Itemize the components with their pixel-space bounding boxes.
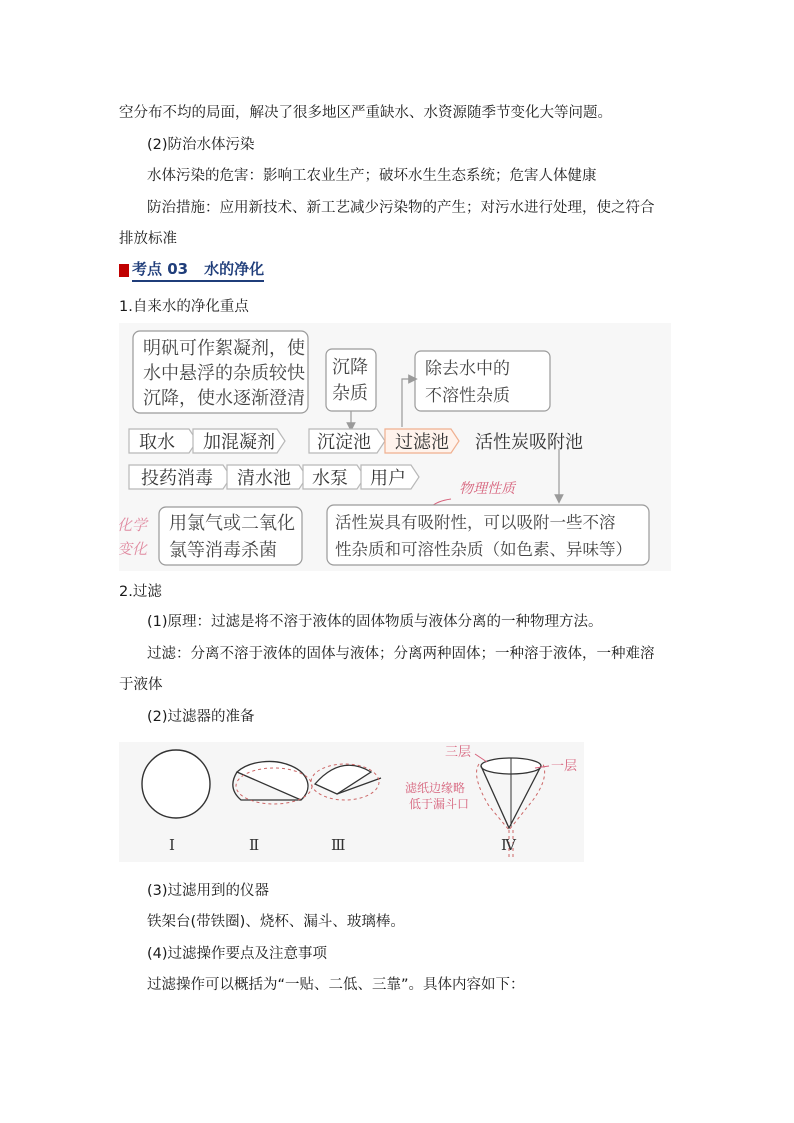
filter-note-line2: 不溶性杂质: [425, 386, 510, 406]
hand-edge-line2: 低于漏斗口: [409, 797, 470, 811]
step-clear-water-tank: 清水池: [237, 468, 291, 489]
heading-text: 考点 03 水的净化: [132, 258, 264, 282]
filtration-uses: 过滤：分离不溶于液体的固体与液体；分离两种固体；一种溶于液体，一种难溶: [147, 646, 655, 662]
filter-paper-figure: [119, 742, 584, 862]
label-IV: Ⅳ: [501, 836, 516, 854]
hand-chemical-2: 变化: [119, 540, 148, 558]
water-purification-diagram: [119, 323, 671, 571]
hand-one-layer: 一层: [551, 759, 578, 774]
filter-operation-summary: 过滤操作可以概括为“一贴、二低、三靠”。具体内容如下：: [147, 977, 525, 993]
settle-note-line2: 杂质: [332, 383, 368, 404]
step-add-coagulant: 加混凝剂: [203, 432, 275, 453]
step-sedimentation-tank: 沉淀池: [317, 432, 371, 453]
hand-physical-property: 物理性质: [459, 481, 515, 497]
carbon-note-line2: 性杂质和可溶性杂质（如色素、异味等）: [335, 540, 632, 559]
step-user: 用户: [370, 468, 406, 489]
filtration-uses-cont: 于液体: [119, 677, 163, 693]
label-III: Ⅲ: [331, 836, 346, 854]
section-heading: [119, 259, 264, 281]
hand-three-layers: 三层: [445, 745, 472, 760]
carbon-note-line1: 活性炭具有吸附性，可以吸附一些不溶: [335, 513, 616, 532]
pollution-hazards: 水体污染的危害：影响工农业生产；破坏水生生态系统；危害人体健康: [147, 168, 597, 184]
filter-prep-title: (2)过滤器的准备: [147, 709, 255, 725]
filter-note-line1: 除去水中的: [425, 359, 510, 379]
prevention-measures: 防治措施：应用新技术、新工艺减少污染物的产生；对污水进行处理，使之符合: [147, 200, 655, 216]
paragraph-continuation: 空分布不均的局面，解决了很多地区严重缺水、水资源随季节变化大等问题。: [119, 105, 612, 121]
filter-paper-circle: [142, 750, 210, 818]
step-pump: 水泵: [312, 468, 348, 489]
subsection-pollution-title: (2)防治水体污染: [147, 137, 255, 153]
alum-note-line1: 明矾可作絮凝剂，使: [143, 338, 305, 359]
filter-operation-title: (4)过滤操作要点及注意事项: [147, 946, 328, 962]
filter-instruments: 铁架台(带铁圈)、烧杯、漏斗、玻璃棒。: [147, 914, 405, 930]
heading-marker: [119, 264, 129, 277]
label-II: Ⅱ: [249, 836, 260, 854]
label-I: Ⅰ: [169, 836, 175, 854]
filtration-principle: (1)原理：过滤是将不溶于液体的固体物质与液体分离的一种物理方法。: [147, 614, 603, 630]
step-carbon-tank: 活性炭吸附池: [475, 432, 583, 453]
alum-note-line2: 水中悬浮的杂质较快: [143, 363, 305, 384]
chlorine-note-line1: 用氯气或二氧化: [169, 513, 295, 534]
hand-edge-line1: 滤纸边缘略: [405, 781, 466, 795]
chlorine-note-line2: 氯等消毒杀菌: [169, 540, 277, 561]
section1-title: 1.自来水的净化重点: [119, 299, 249, 315]
prevention-measures-cont: 排放标准: [119, 231, 177, 247]
section2-title: 2.过滤: [119, 584, 162, 600]
settle-note-line1: 沉降: [332, 357, 368, 378]
step-disinfect: 投药消毒: [141, 468, 213, 489]
alum-note-line3: 沉降，使水逐渐澄清: [143, 388, 305, 409]
step-intake: 取水: [139, 432, 175, 453]
hand-chemical-1: 化学: [119, 516, 148, 534]
step-filter-tank: 过滤池: [395, 432, 449, 453]
filter-instruments-title: (3)过滤用到的仪器: [147, 883, 270, 899]
